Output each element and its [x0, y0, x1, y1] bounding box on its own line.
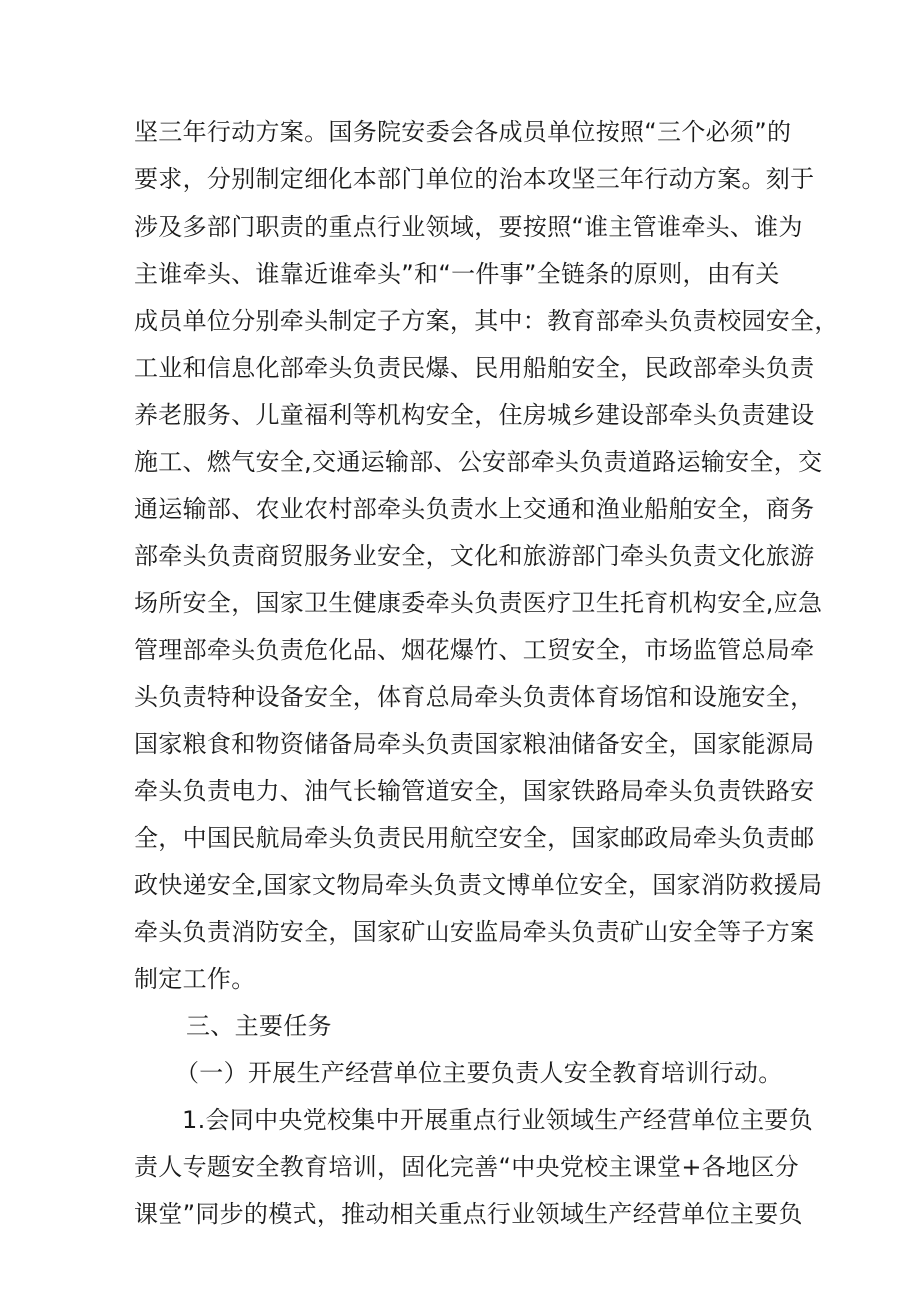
- body-line-15: 牵头负责电力、油气长输管道安全，国家铁路局牵头负责铁路安: [134, 777, 815, 805]
- body-line-12: 管理部牵头负责危化品、烟花爆竹、工贸安全，市场监管总局牵: [134, 636, 815, 664]
- section-heading: 三、主要任务: [186, 1012, 332, 1040]
- body-line-9: 通运输部、农业农村部牵头负责水上交通和渔业船舶安全，商务: [134, 495, 815, 523]
- item-line-1: 1.会同中央党校集中开展重点行业领域生产经营单位主要负: [182, 1106, 813, 1134]
- body-line-11: 场所安全，国家卫生健康委牵头负责医疗卫生托育机构安全,应急: [134, 589, 823, 617]
- body-line-10: 部牵头负责商贸服务业安全，文化和旅游部门牵头负责文化旅游: [134, 542, 815, 570]
- body-line-1: 坚三年行动方案。国务院安委会各成员单位按照“三个必须”的: [134, 118, 792, 146]
- body-line-16: 全，中国民航局牵头负责民用航空安全，国家邮政局牵头负责邮: [134, 824, 815, 852]
- body-line-7: 养老服务、儿童福利等机构安全，住房城乡建设部牵头负责建设: [134, 401, 815, 429]
- body-line-6: 工业和信息化部牵头负责民爆、民用船舶安全，民政部牵头负责: [134, 354, 815, 382]
- item-line-2: 责人专题安全教育培训，固化完善“中央党校主课堂+各地区分: [134, 1153, 799, 1181]
- body-line-5: 成员单位分别牵头制定子方案，其中：教育部牵头负责校园安全，: [134, 307, 839, 335]
- body-line-13: 头负责特种设备安全，体育总局牵头负责体育场馆和设施安全，: [134, 683, 815, 711]
- body-line-2: 要求，分别制定细化本部门单位的治本攻坚三年行动方案。刻于: [134, 165, 815, 193]
- body-line-3: 涉及多部门职责的重点行业领域，要按照“谁主管谁牵头、谁为: [134, 213, 803, 241]
- body-line-19: 制定工作。: [134, 965, 256, 993]
- item-line-3: 课堂”同步的模式，推动相关重点行业领域生产经营单位主要负: [134, 1200, 803, 1228]
- body-line-4: 主谁牵头、谁靠近谁牵头”和“一件事”全链条的原则，由有关: [134, 260, 780, 288]
- body-line-14: 国家粮食和物资储备局牵头负责国家粮油储备安全，国家能源局: [134, 730, 815, 758]
- body-line-17: 政快递安全,国家文物局牵头负责文博单位安全，国家消防救援局: [134, 871, 823, 899]
- body-line-8: 施工、燃气安全,交通运输部、公安部牵头负责道路运输安全，交: [134, 448, 823, 476]
- subsection-heading: （一）开展生产经营单位主要负责人安全教育培训行动。: [175, 1059, 783, 1087]
- body-line-18: 牵头负责消防安全，国家矿山安监局牵头负责矿山安全等子方案: [134, 918, 815, 946]
